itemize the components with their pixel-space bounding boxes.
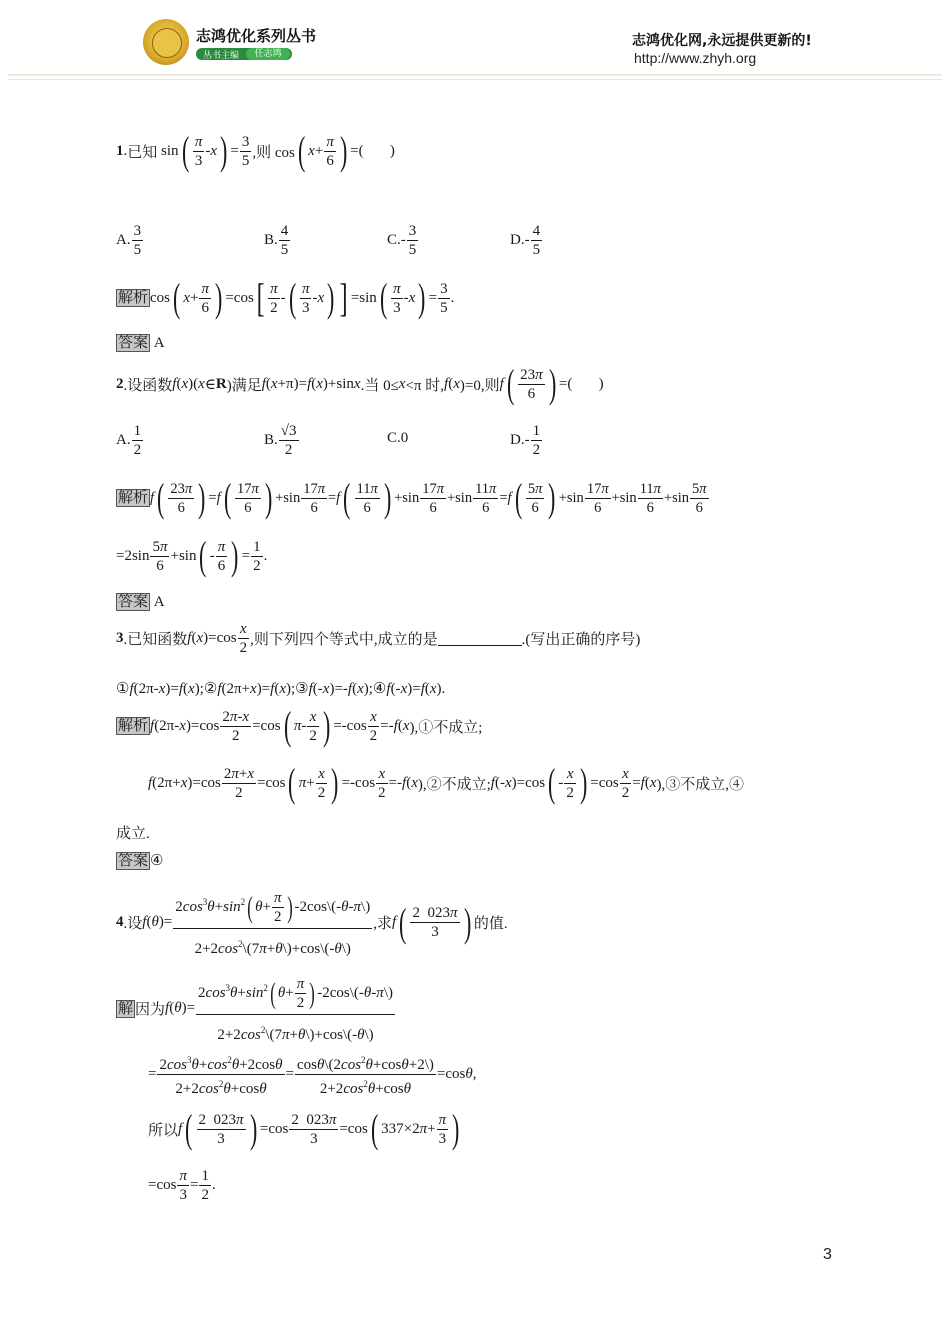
q2-answer: 答案 A	[118, 594, 165, 610]
q4-solution: 解 因为 f ( θ )= $2\cos^3\theta+\sin^2$( θ+ $\frac{\pi}{2}$ ) -2cos\(-θ-π\) $2+2\cos^2\backslash(7\pi+\theta\backslash)+\cos\backslash(-\theta\backslash)$	[116, 968, 396, 1050]
q1-option-a: A. 3 5	[116, 223, 142, 258]
q4-step-4: =cos π 3 = 1 2 .	[148, 1168, 216, 1203]
editor-label: 丛书主编	[203, 51, 240, 61]
q1-option-c: C.- 3 5	[387, 223, 417, 258]
q1-option-b: B. 4 5	[264, 223, 289, 258]
page-number: 3	[823, 1246, 832, 1263]
q3-answer: 答案 ④	[118, 853, 164, 869]
header-rule	[8, 74, 942, 76]
series-title: 志鸿优化系列丛书	[196, 27, 317, 45]
q2-analysis: 解析 f ( 23π 6 ) = f ( 17π 6 ) +sin 17π 6 = f ( 11π 6 ) +sin 17π 6 +sin 11π 6 = f ( 5π 6 ) +sin 17π 6 +sin 11π 6 +sin 5π 6	[118, 475, 707, 520]
q4-step-2: = $2\cos^3\theta+\cos^2\theta+2\cos\theta$ $2+2\cos^2\theta+\cos\theta$ = $\cos\theta\backslash(2\cos^2\theta+\cos\theta+2\backslash)$ $2+2\cos^2\theta+\cos\theta$ =cos θ ,	[148, 1051, 476, 1098]
site-url[interactable]: http://www.zhyh.org	[634, 50, 757, 66]
q3-stem: 3 .已知函数 f ( x )=cos x 2 ,则下列四个等式中,成立的是 .(写出正确的序号)	[116, 621, 641, 656]
q3-tail: 成立.	[116, 826, 150, 842]
site-title: 志鸿优化网,永远提供更新的!	[632, 33, 812, 49]
q3-analysis-2: f (2π+ x )=cos 2π+x 2 =cos ( π + x 2 ) =-cos x 2 =- f ( x ),②不成立; f (- x )=cos ( - x 2 ) =cos x 2 = f ( x ),③不成立,④	[148, 760, 745, 805]
q1-option-d: D.- 4 5	[510, 223, 541, 258]
header-rule-2	[8, 79, 942, 80]
q2-stem: 2 .设函数 f ( x )( x ∈ R )满足 f ( x +π)= f ( x )+sin x .当 0≤ x <π 时, f ( x )=0,则 f ( 23π 6 ) =( )	[116, 361, 604, 406]
q1-stem: 1 . 已知 sin ( π 3 - x ) = 3 5 ,则 cos ( x + π 6 ) =( )	[116, 128, 395, 173]
q4-stem: 4 .设 f ( θ )= $2\cos^3\theta+\sin^2$( θ+ $\frac{\pi}{2}$ ) -2cos\(-θ-π\) $2+2\cos^2\backslash(7\pi+\theta\backslash)+\cos\backslash(-\theta\backslash)$ ,求 f ( 2 023π 3 ) 的值.	[116, 882, 508, 964]
q2-option-b: B. √3 2	[264, 423, 297, 458]
q3-choices: ①f(2π-x)=f(x);②f(2π+x)=f(x);③f(-x)=-f(x);④f(-x)=f(x).	[116, 681, 446, 697]
q2-option-a: A. 1 2	[116, 423, 142, 458]
q4-step-3: 所以 f ( 2 023π 3 ) =cos 2 023π 3 =cos ( 337×2 π + π 3 )	[148, 1106, 460, 1151]
logo	[143, 19, 189, 65]
q2-option-d: D.- 1 2	[510, 423, 541, 458]
q2-option-c: C.0	[387, 430, 409, 446]
q2-analysis-2: =2sin 5π 6 +sin ( - π 6 ) = 1 2 .	[116, 533, 268, 578]
editor-name: 任志鸿	[246, 48, 290, 60]
q1-analysis: 解析 cos ( x + π 6 ) =cos [ π 2 - ( π 3 - x ) ] =sin ( π 3 - x ) = 3 5 .	[118, 275, 455, 320]
q1-answer: 答案 A	[118, 335, 165, 351]
q3-analysis: 解析 f (2π- x )=cos 2π-x 2 =cos ( π - x 2 ) =-cos x 2 =- f ( x ),①不成立;	[118, 703, 483, 748]
